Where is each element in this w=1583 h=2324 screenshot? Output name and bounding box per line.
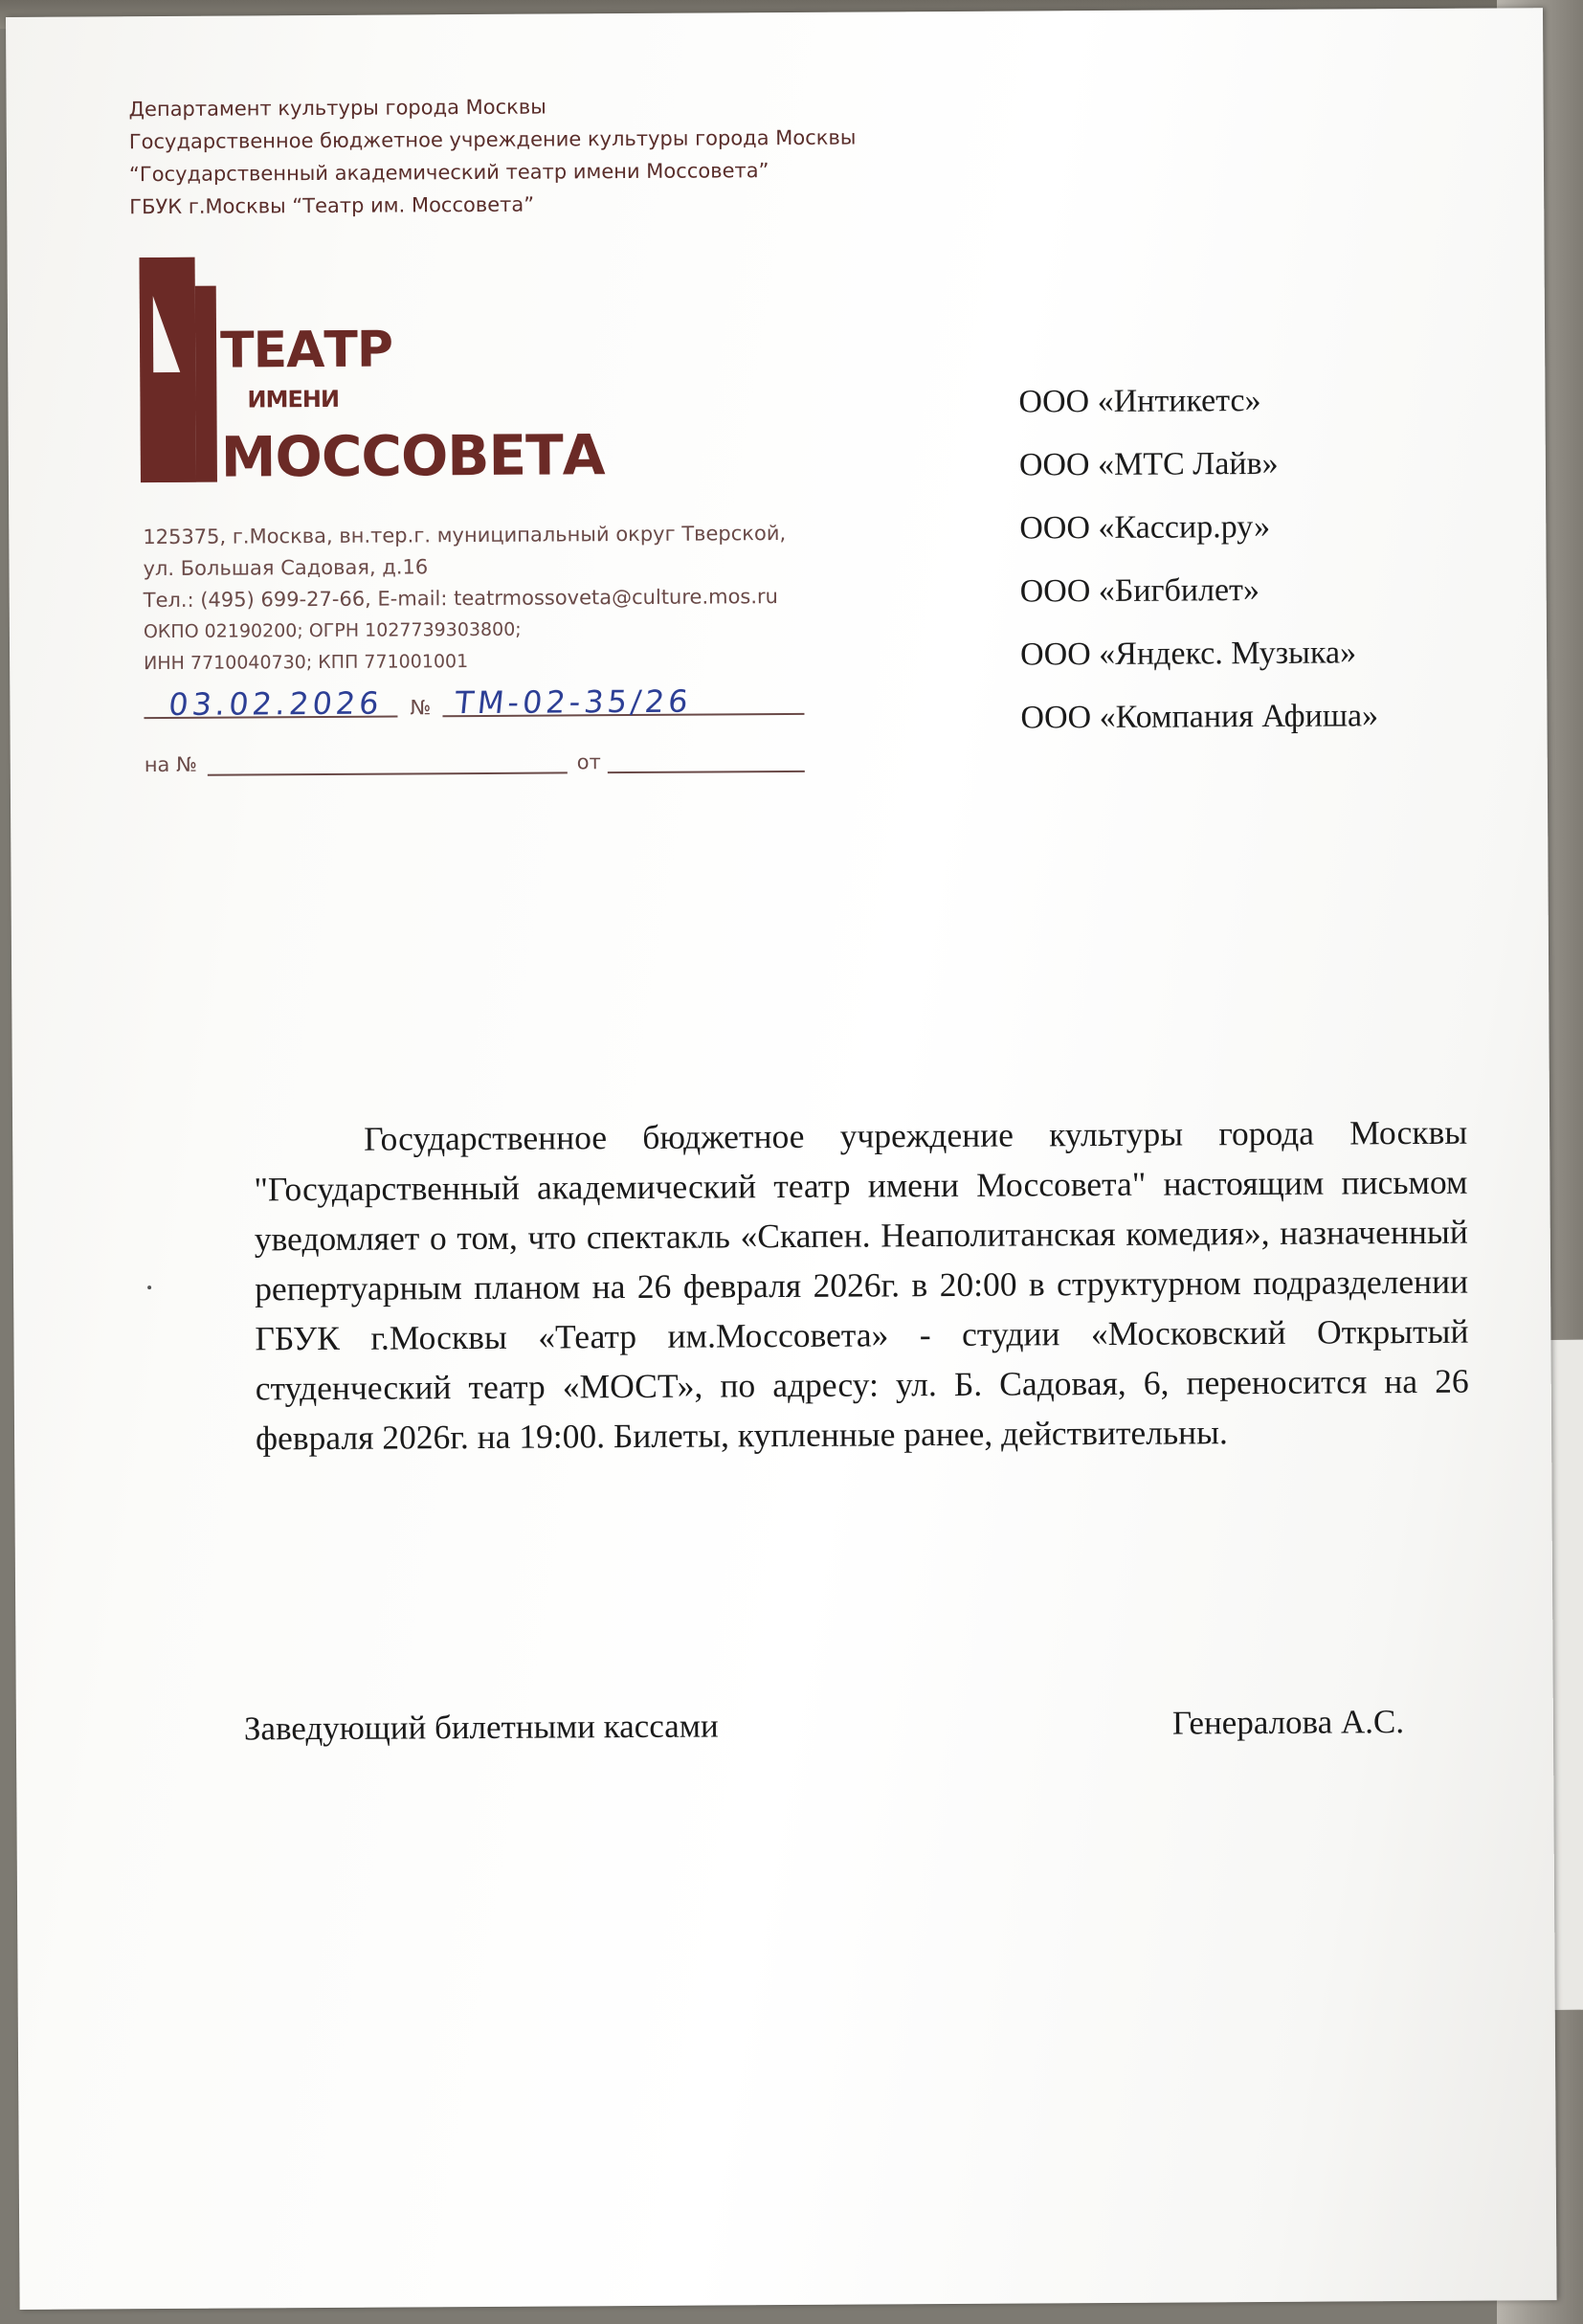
- addressee-mts-live: ООО «МТС Лайв»: [1018, 445, 1279, 483]
- reference-from-label: от: [576, 750, 601, 774]
- contact-okpo-ogrn: ОКПО 02190200; ОГРН 1027739303800;: [143, 618, 522, 643]
- paper-speck: [147, 1285, 151, 1289]
- logo-m-stem: [195, 286, 217, 482]
- letter-sheet: [6, 8, 1557, 2310]
- contact-address-line1: 125375, г.Москва, вн.тер.г. муниципальный округ Тверской,: [143, 522, 787, 549]
- letterhead-contacts: [143, 518, 787, 680]
- reference-from-line: [608, 771, 805, 773]
- registration-date-number-row: [144, 682, 804, 725]
- number-label: №: [410, 696, 432, 720]
- letterhead-header: [128, 89, 856, 224]
- addressee-kassir: ООО «Кассир.ру»: [1019, 508, 1271, 547]
- letter-body: Государственное бюджетное учреждение культуры города Москвы "Государственный академический театр имени Моссовета" настоящим письмом уведомляет о том, что спектакль «Скапен. Неаполитанская комедия», назначенный репертуарным планом на 26 февраля 2026г. в 20:00 в структурном подразделении ГБУК г.Москвы «Театр им.Моссовета» - студии «Московский Открытый студенческий театр «МОСТ», по адресу: ул. Б. Садовая, 6, переносится на 26 февраля 2026г. на 19:00. Билеты, купленные ранее, действительны.: [254, 1112, 1469, 1458]
- addressee-afisha: ООО «Компания Афиша»: [1020, 698, 1379, 736]
- addressee-block: [1018, 382, 1378, 763]
- theatre-logo: [140, 256, 605, 490]
- reference-number-line: [208, 771, 568, 775]
- handwritten-number: ТМ-02-35/26: [453, 682, 694, 722]
- contact-address-line2: ул. Большая Садовая, д.16: [143, 555, 429, 581]
- header-line-institution: Государственное бюджетное учреждение культуры города Москвы: [128, 125, 857, 154]
- logo-word-teatr: ТЕАТР: [219, 321, 393, 380]
- logo-word-imeni: ИМЕНИ: [247, 385, 340, 413]
- header-line-theatre-full: “Государственный академический театр имени Моссовета”: [128, 159, 769, 187]
- signatory-title: Заведующий билетными кассами: [243, 1707, 719, 1748]
- contact-inn-kpp: ИНН 7710040730; КПП 771001001: [144, 651, 469, 675]
- header-line-theatre-short: ГБУК г.Москвы “Театр им. Моссовета”: [129, 192, 535, 219]
- logo-m-shape: [140, 257, 196, 482]
- contact-phone-email: Тел.: (495) 699-27-66, E-mail: teatrmossoveta@culture.mos.ru: [143, 585, 779, 613]
- signatory-name: Генералова А.С.: [1171, 1703, 1405, 1742]
- addressee-bigbilet: ООО «Бигбилет»: [1019, 572, 1260, 610]
- addressee-yandex-music: ООО «Яндекс. Музыка»: [1019, 635, 1357, 673]
- reference-row: [145, 740, 805, 782]
- addressee-intickets: ООО «Интикетс»: [1018, 382, 1261, 420]
- handwritten-date: 03.02.2026: [167, 684, 385, 723]
- header-line-department: Департамент культуры города Москвы: [128, 95, 546, 122]
- logo-word-mossoveta: МОССОВЕТА: [220, 422, 605, 490]
- reference-number-label: на №: [144, 752, 197, 777]
